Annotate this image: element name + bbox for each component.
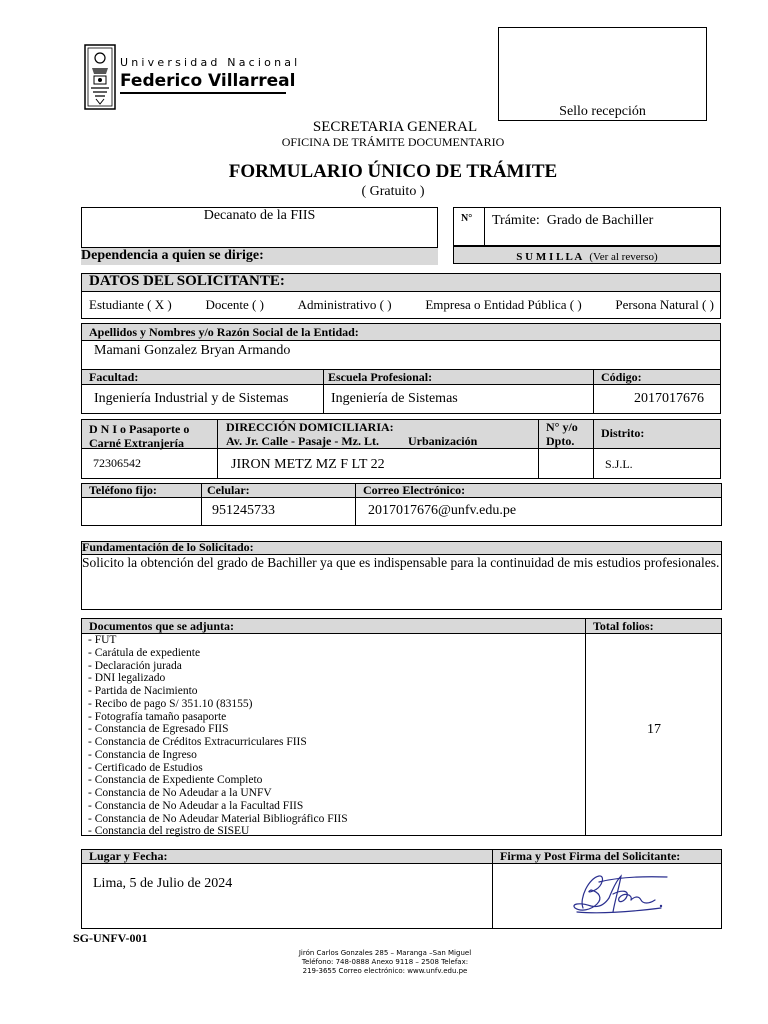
distrito-value[interactable]: S.J.L. (605, 457, 633, 471)
solicitante-box (81, 273, 721, 319)
list-item: - Constancia de Expediente Completo (88, 774, 348, 787)
dependencia-value: Decanato de la FIIS (203, 208, 316, 223)
list-item: - Carátula de expediente (88, 647, 348, 660)
list-item: - Fotografía tamaño pasaporte (88, 711, 348, 724)
codigo-label: Código: (601, 370, 642, 384)
lugar-value[interactable]: Lima, 5 de Julio de 2024 (93, 876, 233, 891)
reception-stamp-box (498, 27, 707, 121)
dni-label (89, 422, 189, 450)
form-subtitle: ( Gratuito ) (361, 184, 425, 199)
form-title: FORMULARIO ÚNICO DE TRÁMITE (228, 161, 558, 182)
correo-value[interactable]: 2017017676@unfv.edu.pe (368, 503, 517, 518)
list-item: - Constancia de No Adeudar a la Facultad FIIS (88, 800, 348, 813)
facultad-box (81, 369, 721, 414)
tramite-divider (484, 208, 485, 245)
oficina-heading: OFICINA DE TRÁMITE DOCUMENTARIO (281, 135, 505, 149)
fundamentacion-label: Fundamentación de lo Solicitado: (82, 540, 254, 554)
list-item: - Certificado de Estudios (88, 762, 348, 775)
tramite-value: Grado de Bachiller (546, 213, 654, 228)
direccion-box (81, 419, 721, 479)
firma-divider (492, 850, 493, 928)
fundamentacion-label-bar (82, 542, 721, 555)
nombres-label: Apellidos y Nombres y/o Razón Social de la Entidad: (89, 325, 359, 339)
facultad-divider-1 (323, 370, 324, 413)
facultad-value[interactable]: Ingeniería Industrial y de Sistemas (94, 391, 289, 406)
dni-label-line2: Carné Extranjería (89, 436, 184, 450)
list-item: - Recibo de pago S/ 351.10 (83155) (88, 698, 348, 711)
facultad-divider-2 (593, 370, 594, 413)
total-folios-value[interactable]: 17 (647, 722, 661, 737)
distrito-label: Distrito: (601, 426, 645, 440)
nombres-box (81, 323, 721, 370)
total-folios-label: Total folios: (593, 619, 654, 633)
list-item: - Partida de Nacimiento (88, 685, 348, 698)
list-item: - Constancia del registro de SISEU (88, 825, 348, 838)
documentos-box (81, 618, 722, 836)
documentos-divider (585, 619, 586, 835)
tramite-label: Trámite: (492, 213, 540, 228)
university-name-line1: Universidad Nacional (120, 56, 301, 69)
list-item: - FUT (88, 634, 348, 647)
list-item: - Constancia de Créditos Extracurriculares FIIS (88, 736, 348, 749)
sumilla-note: (Ver al reverso) (589, 251, 658, 263)
firma-label: Firma y Post Firma del Solicitante: (500, 849, 681, 863)
dni-value[interactable]: 72306542 (93, 456, 141, 470)
numero-label: N° (461, 213, 473, 224)
nombres-value[interactable]: Mamani Gonzalez Bryan Armando (94, 343, 291, 358)
solicitante-title-bar (82, 274, 720, 292)
contacto-divider-1 (201, 484, 202, 525)
list-item: - Constancia de No Adeudar a la UNFV (88, 787, 348, 800)
footer-address-line1: Jirón Carlos Gonzales 285 – Maranga –San Miguel (298, 949, 472, 957)
option-administrativo[interactable]: Administrativo ( ) (297, 297, 392, 312)
escuela-label: Escuela Profesional: (328, 370, 433, 384)
dni-label-line1: D N I o Pasaporte o (89, 422, 190, 436)
solicitante-options (89, 297, 714, 313)
contacto-divider-2 (355, 484, 356, 525)
direccion-divider-3 (593, 420, 594, 478)
sumilla-label: S U M I L L A (516, 251, 583, 263)
sumilla-text (454, 247, 720, 265)
celular-value[interactable]: 951245733 (212, 503, 275, 518)
dpto-label (546, 420, 578, 448)
list-item: - Constancia de Ingreso (88, 749, 348, 762)
codigo-value[interactable]: 2017017676 (634, 391, 704, 406)
list-item: - Constancia de No Adeudar Material Bibliográfico FIIS (88, 813, 348, 826)
form-code: SG-UNFV-001 (73, 931, 148, 945)
documentos-label: Documentos que se adjunta: (89, 619, 235, 633)
direccion-divider-1 (217, 420, 218, 478)
nombres-label-bar (82, 324, 720, 341)
direccion-divider-2 (538, 420, 539, 478)
documentos-list (88, 634, 348, 838)
signature-icon (569, 868, 679, 926)
secretaria-heading: SECRETARIA GENERAL (312, 119, 478, 135)
dir-label-line1: DIRECCIÓN DOMICILIARIA: (226, 420, 394, 434)
university-name-line2: Federico Villarreal (120, 71, 296, 91)
contacto-box (81, 483, 722, 526)
option-persona-natural[interactable]: Persona Natural ( ) (615, 297, 714, 312)
tramite-text (492, 213, 653, 229)
dir-label-line2: Av. Jr. Calle - Pasaje - Mz. Lt. (226, 434, 379, 448)
university-logo (84, 43, 301, 111)
dependencia-box[interactable] (81, 207, 438, 265)
escuela-value[interactable]: Ingeniería de Sistemas (331, 391, 458, 406)
correo-label: Correo Electrónico: (363, 483, 466, 497)
option-docente[interactable]: Docente ( ) (205, 297, 264, 312)
lugar-label: Lugar y Fecha: (89, 849, 168, 863)
dir-label (226, 420, 477, 448)
dependencia-label-bar (81, 247, 438, 265)
footer-address (270, 949, 500, 976)
fundamentacion-box (81, 541, 722, 610)
solicitante-title: DATOS DEL SOLICITANTE: (89, 273, 285, 289)
list-item: - Declaración jurada (88, 660, 348, 673)
footer-address-line3: 219-3655 Correo electrónico: www.unfv.edu.pe (302, 967, 468, 975)
facultad-label: Facultad: (89, 370, 139, 384)
stamp-label: Sello recepción (559, 104, 646, 119)
footer-address-line2: Teléfono: 748-0888 Anexo 9118 – 2508 Telefax: (301, 958, 469, 966)
firma-box (81, 849, 722, 929)
tramite-box[interactable] (453, 207, 721, 246)
logo-underline (120, 92, 286, 94)
list-item: - Constancia de Egresado FIIS (88, 723, 348, 736)
sumilla-bar (453, 246, 721, 264)
urbanizacion-label: Urbanización (407, 434, 478, 448)
list-item: - DNI legalizado (88, 672, 348, 685)
dependencia-label: Dependencia a quien se dirige: (81, 248, 264, 263)
telefono-label: Teléfono fijo: (89, 483, 157, 497)
option-empresa[interactable]: Empresa o Entidad Pública ( ) (425, 297, 582, 312)
fundamentacion-value[interactable]: Solicito la obtención del grado de Bachiller ya que es indispensable para la continuidad de mis estudios profesionales. (82, 555, 720, 570)
dpto-label-line2: Dpto. (546, 434, 575, 448)
dpto-label-line1: N° y/o (546, 420, 578, 434)
option-estudiante[interactable]: Estudiante ( X ) (89, 297, 172, 312)
university-crest-icon (84, 44, 116, 110)
celular-label: Celular: (207, 483, 250, 497)
dir-value[interactable]: JIRON METZ MZ F LT 22 (231, 457, 385, 472)
